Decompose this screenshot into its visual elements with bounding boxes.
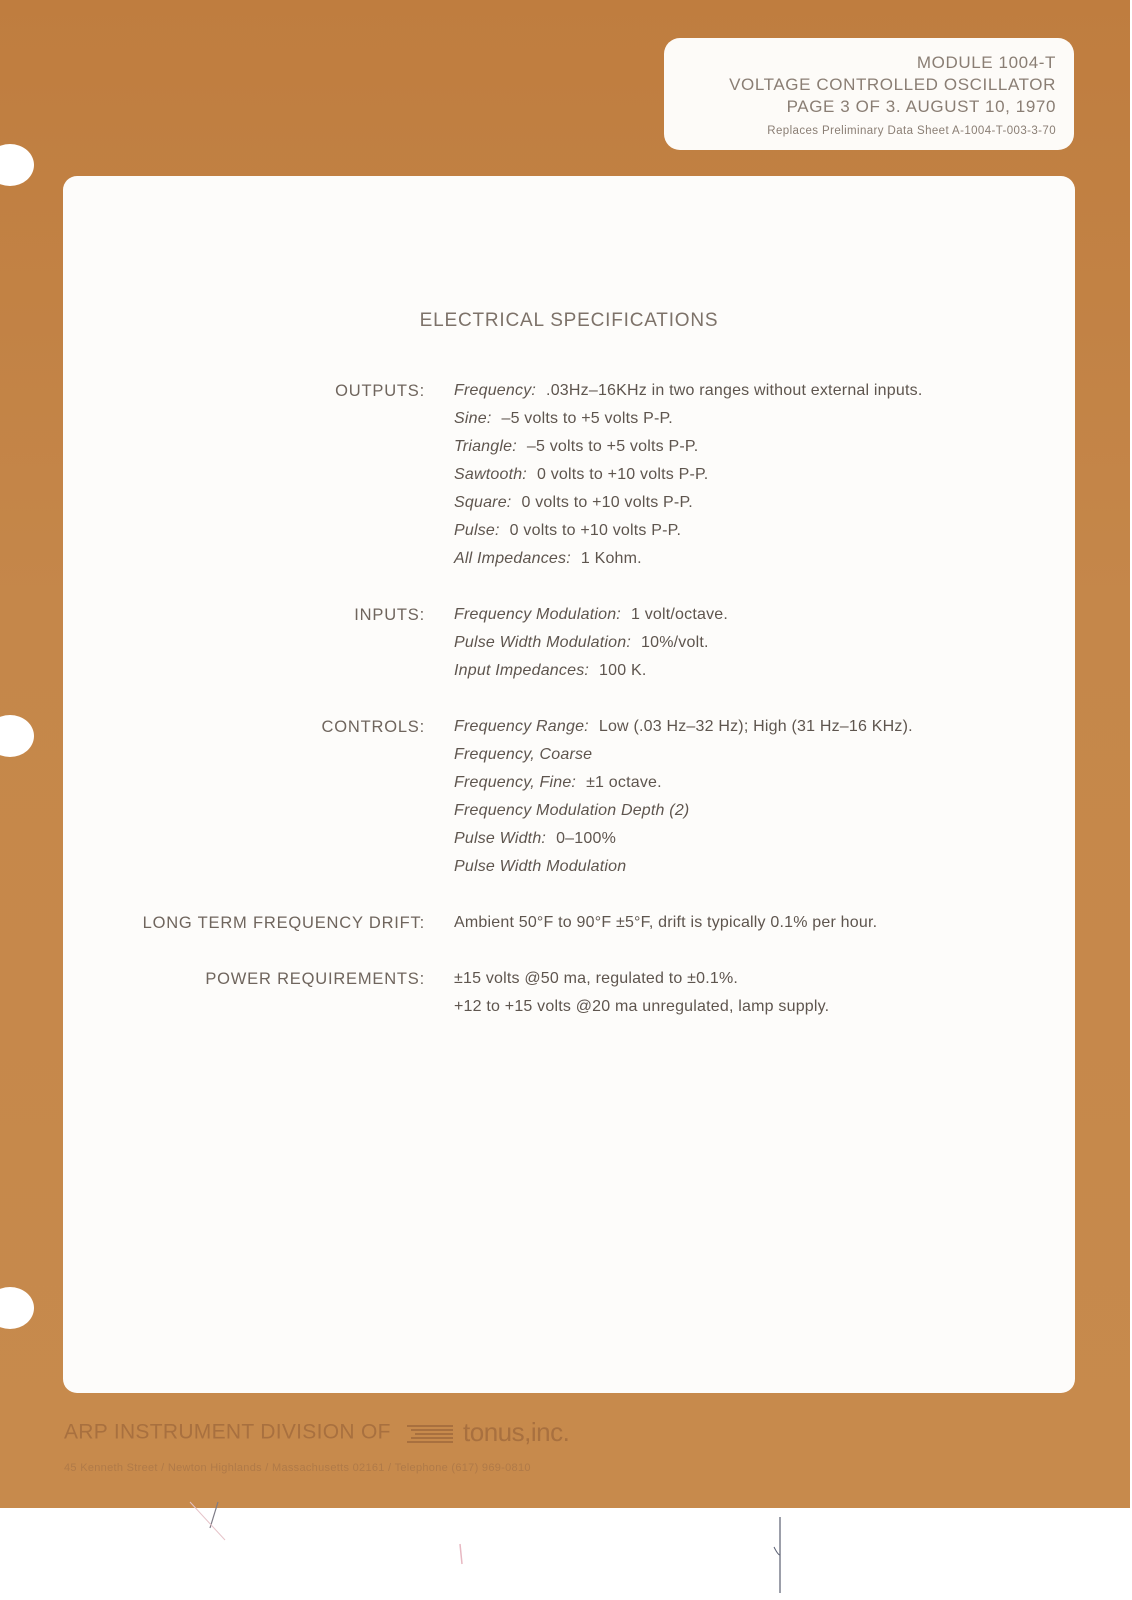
spec-value: 0 volts to +10 volts P-P.	[509, 522, 682, 539]
spec-value: –5 volts to +5 volts P-P.	[526, 438, 699, 455]
footer-address: 45 Kenneth Street / Newton Highlands / Massachusetts 02161 / Telephone (617) 969-0810	[64, 1462, 531, 1474]
spec-value: 0–100%	[556, 830, 616, 847]
header-card	[664, 38, 1074, 150]
spec-value: ±1 octave.	[586, 774, 662, 791]
spec-value: 1 Kohm.	[580, 550, 642, 567]
spec-value: 0 volts to +10 volts P-P.	[521, 494, 693, 511]
section-label-outputs: OUTPUTS:	[335, 382, 425, 400]
spec-line	[454, 662, 647, 680]
spec-key: Frequency Range:	[454, 718, 589, 735]
spec-key: Pulse Width:	[454, 830, 547, 847]
spec-value: 0 volts to +10 volts P-P.	[536, 466, 709, 483]
spec-key: All Impedances:	[454, 550, 571, 567]
spec-key: Pulse Width Modulation:	[454, 634, 631, 651]
spec-line	[454, 634, 709, 652]
spec-line	[454, 550, 642, 568]
spec-line	[454, 522, 681, 540]
spec-line	[454, 606, 728, 624]
spec-key: Square:	[454, 494, 512, 511]
binder-hole	[0, 144, 34, 186]
spec-key: Sawtooth:	[454, 466, 527, 483]
spec-key: Frequency Modulation Depth (2)	[454, 802, 690, 819]
tonus-stripes-icon	[407, 1423, 453, 1443]
spec-line	[454, 466, 708, 484]
spec-line	[454, 746, 602, 764]
pencil-mark	[170, 1500, 240, 1560]
spec-value: –5 volts to +5 volts P-P.	[501, 410, 673, 427]
section-label-power: POWER REQUIREMENTS:	[205, 970, 425, 988]
product-name: VOLTAGE CONTROLLED OSCILLATOR	[729, 75, 1056, 94]
spec-key: Input Impedances:	[454, 662, 590, 679]
spec-key: Frequency, Coarse	[454, 746, 593, 763]
power-line: +12 to +15 volts @20 ma unregulated, lamp supply.	[454, 998, 830, 1015]
spec-value: 10%/volt.	[641, 634, 709, 651]
pencil-mark	[450, 1540, 470, 1570]
spec-key: Frequency, Fine:	[454, 774, 577, 791]
spec-value: 1 volt/octave.	[630, 606, 729, 623]
binder-hole	[0, 1287, 34, 1329]
page-title: ELECTRICAL SPECIFICATIONS	[419, 310, 719, 331]
spec-line	[454, 382, 922, 400]
spec-line	[454, 410, 673, 428]
tonus-logo: tonus,inc.	[463, 1417, 570, 1447]
spec-line	[454, 438, 698, 456]
spec-value: 100 K.	[599, 662, 647, 679]
binder-hole	[0, 715, 34, 757]
section-label-inputs: INPUTS:	[354, 606, 425, 624]
spec-line	[454, 802, 699, 820]
specifications-card	[63, 176, 1075, 1393]
spec-value: .03Hz–16KHz in two ranges without external inputs.	[546, 382, 923, 399]
spec-line	[454, 494, 693, 512]
spec-line	[454, 774, 662, 792]
spec-value: Low (.03 Hz–32 Hz); High (31 Hz–16 KHz).	[598, 718, 913, 735]
spec-key: Frequency Modulation:	[454, 606, 621, 623]
spec-line	[454, 858, 636, 876]
pencil-mark	[770, 1515, 790, 1595]
drift-line: Ambient 50°F to 90°F ±5°F, drift is typically 0.1% per hour.	[454, 914, 878, 931]
spec-key: Pulse:	[454, 522, 500, 539]
section-label-drift: LONG TERM FREQUENCY DRIFT:	[142, 914, 425, 932]
spec-line	[454, 830, 616, 848]
spec-line	[454, 718, 913, 736]
spec-key: Triangle:	[454, 438, 517, 455]
replaces-note: Replaces Preliminary Data Sheet A-1004-T-003-3-70	[767, 125, 1056, 137]
footer-company	[64, 1417, 569, 1449]
page-date: PAGE 3 OF 3. AUGUST 10, 1970	[786, 97, 1056, 116]
section-label-controls: CONTROLS:	[321, 718, 425, 736]
spec-key: Sine:	[454, 410, 492, 427]
company-name: ARP INSTRUMENT DIVISION OF	[64, 1420, 391, 1444]
spec-key: Pulse Width Modulation	[454, 858, 627, 875]
power-line: ±15 volts @50 ma, regulated to ±0.1%.	[454, 970, 739, 987]
spec-key: Frequency:	[454, 382, 537, 399]
module-number: MODULE 1004-T	[916, 53, 1056, 72]
